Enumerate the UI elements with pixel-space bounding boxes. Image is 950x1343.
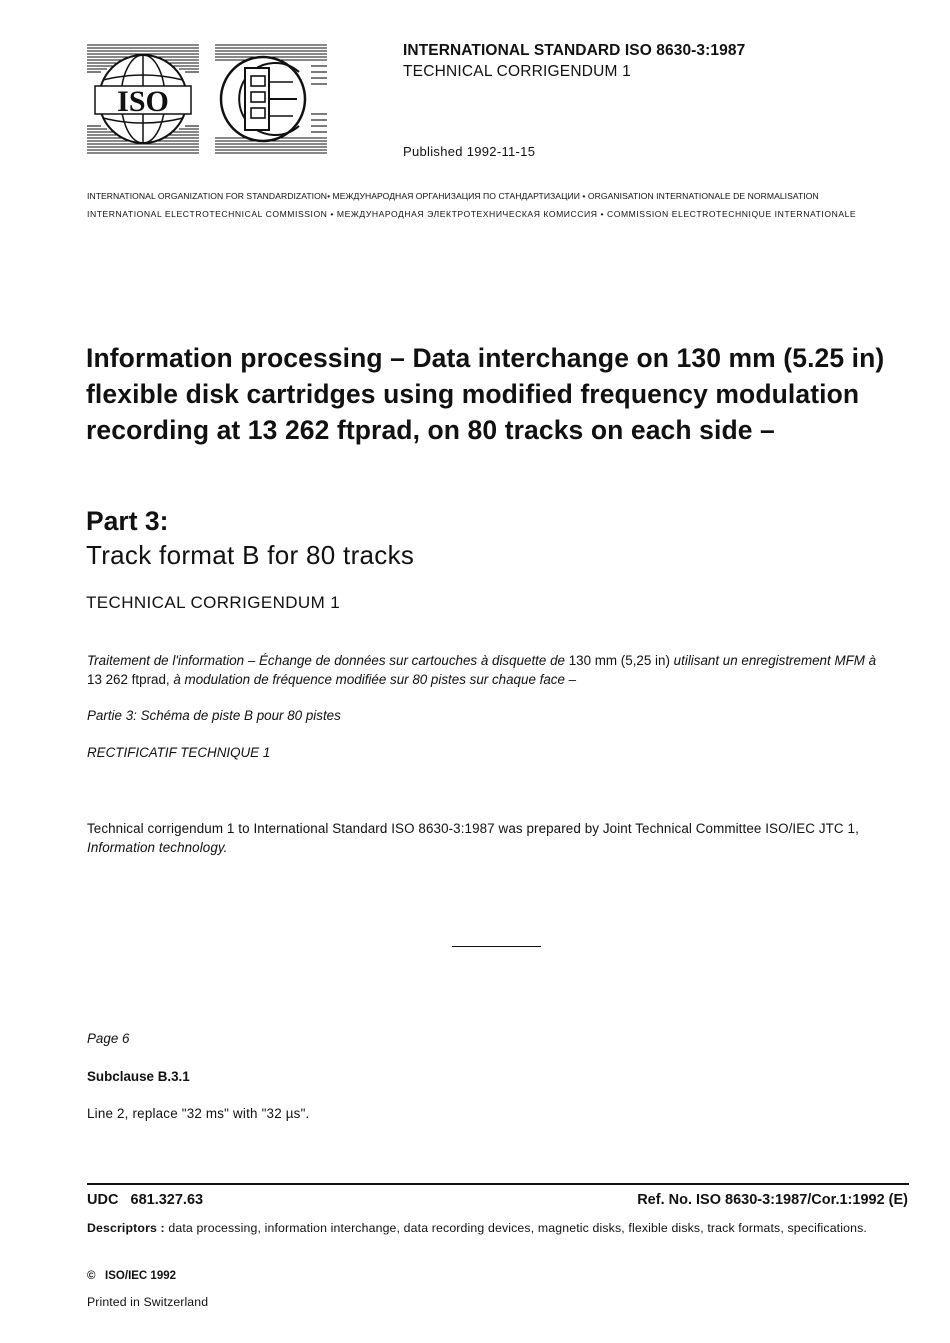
descriptors-label: Descriptors :: [87, 1221, 165, 1235]
footer-rule: [87, 1183, 909, 1185]
part-label: Part 3:: [86, 506, 169, 536]
french-title-part-a: Traitement de l'information – Échange de données sur cartouches à disquette de: [87, 653, 565, 668]
french-title: [87, 652, 877, 689]
document-title: Information processing – Data interchange on 130 mm (5.25 in) flexible disk cartridges using modified frequency modulation recording at 13 262 ftprad, on 80 tracks on each side –: [86, 343, 885, 445]
french-title-part-d: 13 262 ftprad,: [87, 671, 170, 687]
reference-number: Ref. No. ISO 8630-3:1987/Cor.1:1992 (E): [637, 1192, 908, 1208]
standard-title: INTERNATIONAL STANDARD ISO 8630-3:1987: [403, 42, 746, 59]
foreword-paragraph: [87, 820, 877, 857]
technical-corrigendum-label: TECHNICAL CORRIGENDUM 1: [86, 593, 341, 612]
iso-logo: [87, 42, 199, 156]
copyright-notice: © ISO/IEC 1992: [87, 1270, 177, 1282]
iec-logo: [215, 42, 327, 156]
section-divider: [452, 946, 541, 947]
french-rectificatif: RECTIFICATIF TECHNIQUE 1: [87, 745, 271, 760]
foreword-committee: Information technology.: [87, 839, 228, 855]
french-part-title: Partie 3: Schéma de piste B pour 80 pistes: [87, 708, 341, 723]
descriptors: [87, 1220, 909, 1237]
french-title-part-e: à modulation de fréquence modifiée sur 80 pistes sur chaque face –: [173, 671, 577, 687]
organization-line-iso: INTERNATIONAL ORGANIZATION FOR STANDARDIZATION• МЕЖДУНАРОДНАЯ ОРГАНИЗАЦИЯ ПО СТАНДАРТИЗАЦИИ • ORGANISATION INTERNATIONALE DE NORMALISATION: [87, 191, 819, 201]
printed-in: Printed in Switzerland: [87, 1295, 209, 1309]
foreword-text: Technical corrigendum 1 to International Standard ISO 8630-3:1987 was prepared by Joint Technical Committee ISO/IEC JTC 1,: [87, 821, 859, 836]
subclause-heading: Subclause B.3.1: [87, 1069, 190, 1084]
page-reference: Page 6: [87, 1031, 130, 1046]
corrigendum-subtitle: TECHNICAL CORRIGENDUM 1: [403, 63, 631, 80]
french-title-part-b: 130 mm (5,25 in): [568, 653, 670, 668]
french-title-part-c: utilisant un enregistrement MFM à: [673, 653, 877, 668]
iso-logo-text: ISO: [117, 85, 169, 118]
descriptors-list: data processing, information interchange, data recording devices, magnetic disks, flexible disks, track formats, specifications.: [168, 1221, 867, 1235]
published-date: Published 1992-11-15: [403, 144, 536, 159]
part-title: Track format B for 80 tracks: [86, 540, 415, 570]
correction-instruction: Line 2, replace "32 ms" with "32 µs".: [87, 1106, 310, 1121]
organization-line-iec: INTERNATIONAL ELECTROTECHNICAL COMMISSION • МЕЖДУНАРОДНАЯ ЭЛЕКТРОТЕХНИЧЕСКАЯ КОМИССИЯ • COMMISSION ELECTROTECHNIQUE INTERNATIONALE: [87, 209, 857, 219]
udc-number: UDC 681.327.63: [87, 1192, 204, 1208]
